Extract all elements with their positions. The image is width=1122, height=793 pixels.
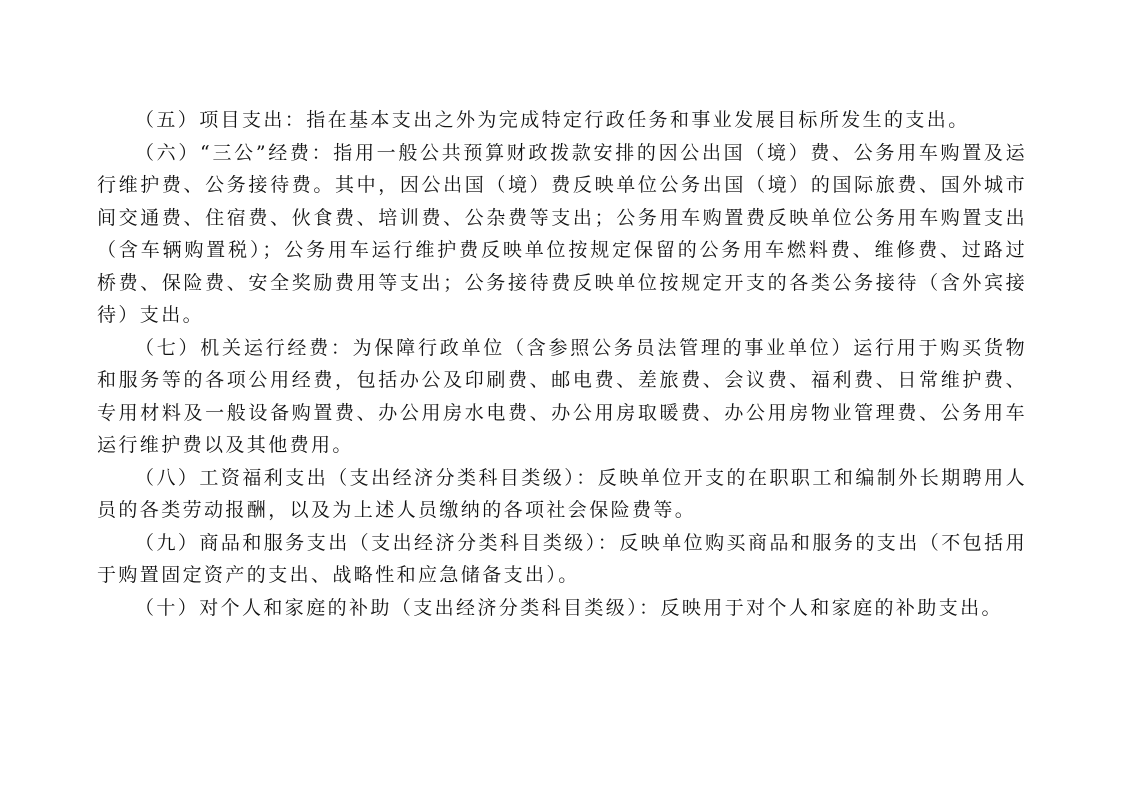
paragraph-agency-operating-funds: （七）机关运行经费：为保障行政单位（含参照公务员法管理的事业单位）运行用于购买货物和服务等的各项公用经费，包括办公及印刷费、邮电费、差旅费、会议费、福利费、日常维护费、专用材料及一般设备购置费、办公用房水电费、办公用房取暖费、办公用房物业管理费、公务用车运行维护费以及其他费用。 xyxy=(97,336,1027,456)
paragraph-wages-welfare: （八）工资福利支出（支出经济分类科目类级）：反映单位开支的在职职工和编制外长期聘用人员的各类劳动报酬，以及为上述人员缴纳的各项社会保险费等。 xyxy=(97,466,1027,521)
paragraph-household-subsidies: （十）对个人和家庭的补助（支出经济分类科目类级）：反映用于对个人和家庭的补助支出。 xyxy=(135,596,1003,619)
paragraph-goods-services: （九）商品和服务支出（支出经济分类科目类级）：反映单位购买商品和服务的支出（不包括用于购置固定资产的支出、战略性和应急储备支出）。 xyxy=(97,531,1027,586)
document-page xyxy=(97,104,1027,624)
paragraph-project-expenditure: （五）项目支出：指在基本支出之外为完成特定行政任务和事业发展目标所发生的支出。 xyxy=(135,109,970,131)
paragraph-three-public-funds: （六）“三公”经费：指用一般公共预算财政拨款安排的因公出国（境）费、公务用车购置及运行维护费、公务接待费。其中，因公出国（境）费反映单位公务出国（境）的国际旅费、国外城市间交通费、住宿费、伙食费、培训费、公杂费等支出；公务用车购置费反映单位公务用车购置支出（含车辆购置税）；公务用车运行维护费反映单位按规定保留的公务用车燃料费、维修费、过路过桥费、保险费、安全奖励费用等支出；公务接待费反映单位按规定开支的各类公务接待（含外宾接待）支出。 xyxy=(97,141,1027,326)
